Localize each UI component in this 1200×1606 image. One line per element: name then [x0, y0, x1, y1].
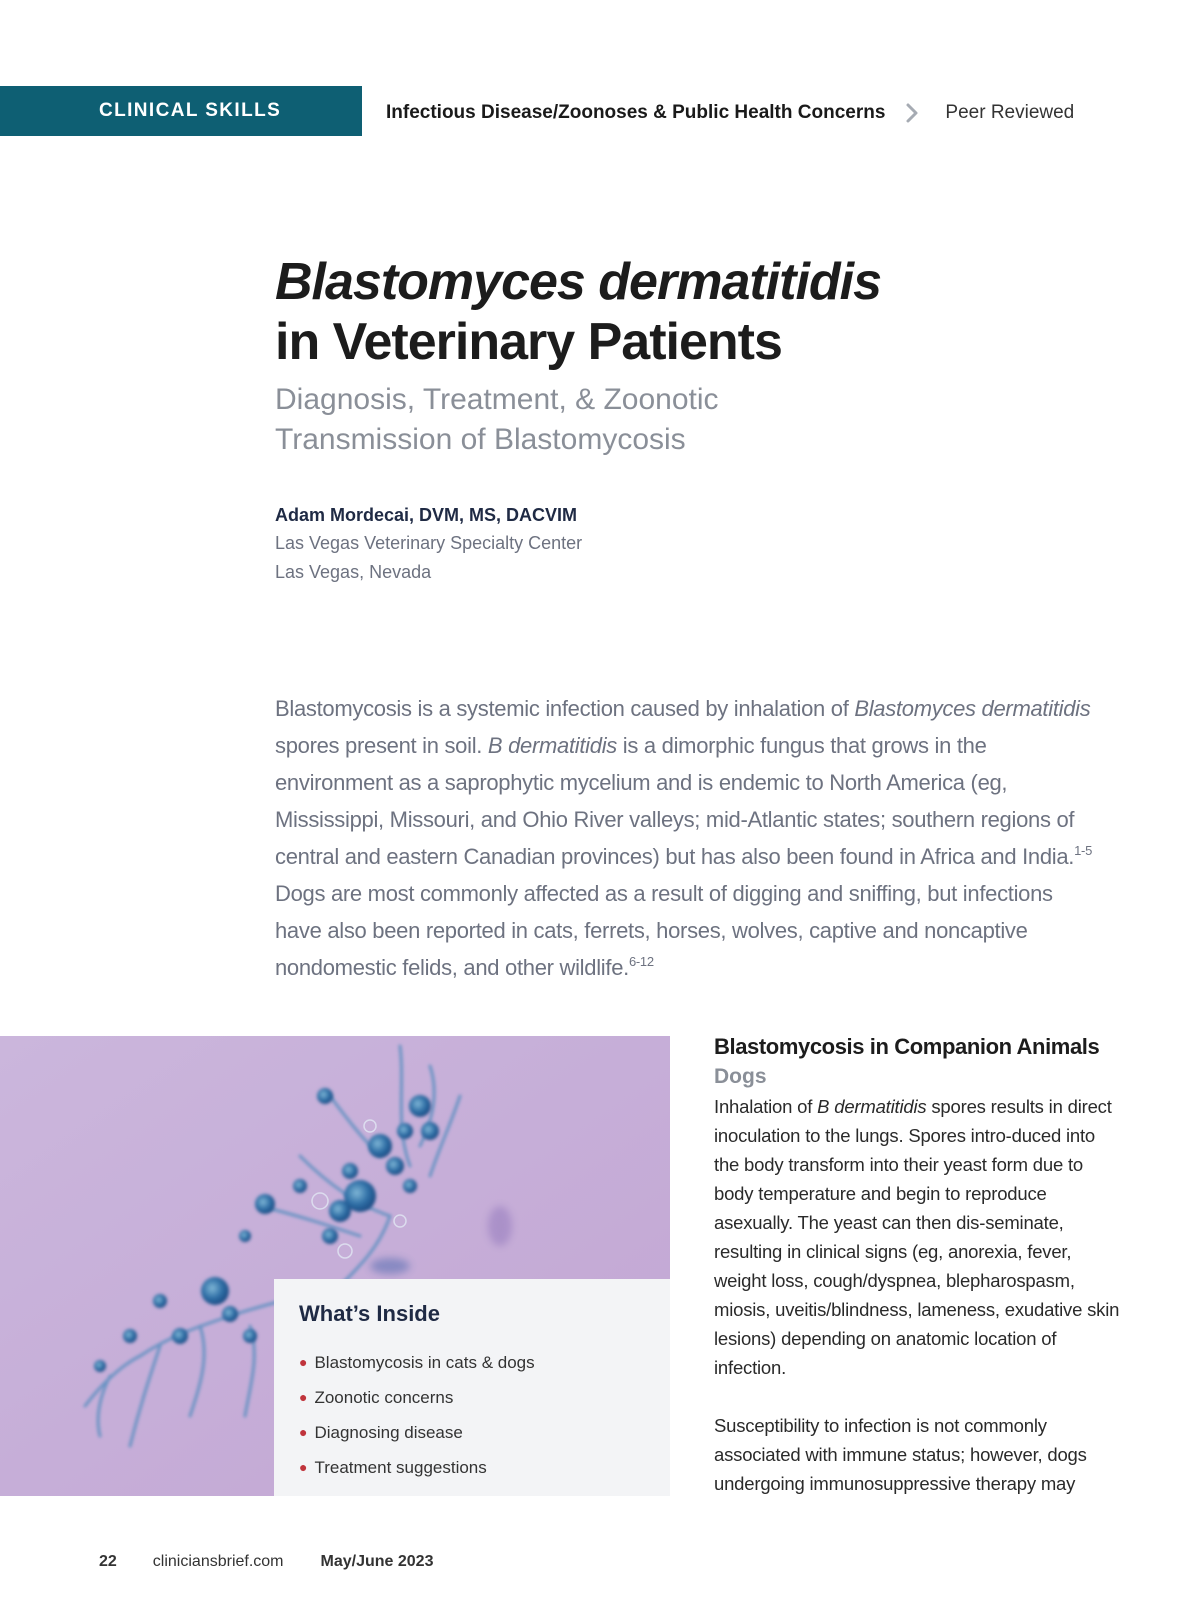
author-block [275, 501, 582, 587]
article-subtitle [275, 380, 1135, 460]
article-title-italic: Blastomyces dermatitidis [275, 253, 882, 311]
bullet-icon: ● [299, 1389, 308, 1405]
intro-paragraph: Blastomycosis is a systemic infection caused by inhalation of Blastomyces dermatitidis spores present in soil. B dermatitidis is a dimorphic fungus that grows in the environment as a saprophytic mycelium and is endemic to North America (eg, Mississippi, Missouri, and Ohio River valleys; mid-Atlantic states; southern regions of central and eastern Canadian provinces) but has also been found in Africa and India.$^{1-5}$ Dogs are most commonly affected as a result of digging and sniffing, but infections have also been reported in cats, ferrets, horses, wolves, captive and noncaptive nondomestic felids, and other wildlife.$^{6-12}$ [275, 696, 1093, 980]
list-item: ● Treatment suggestions [299, 1450, 670, 1485]
whats-inside-box [274, 1279, 670, 1496]
author-location: Las Vegas, Nevada [275, 562, 432, 582]
chevron-right-icon [899, 100, 925, 126]
list-item: ● Diagnosing disease [299, 1415, 670, 1450]
footer-website: cliniciansbrief.com [152, 1553, 284, 1570]
peer-reviewed-label: Peer Reviewed [945, 102, 1075, 123]
whats-inside-title: What’s Inside [299, 1301, 440, 1326]
article-title: in Veterinary Patients [275, 313, 782, 371]
whats-inside-list [299, 1345, 670, 1485]
subtitle-line-1: Diagnosis, Treatment, & Zoonotic [275, 383, 719, 416]
subtitle-line-2: Transmission of Blastomycosis [275, 423, 686, 456]
section-heading: Blastomycosis in Companion Animals [714, 1034, 1100, 1059]
section-subheading: Dogs [714, 1065, 767, 1088]
issue-date: May/June 2023 [320, 1553, 434, 1570]
body-column [714, 1032, 1124, 1498]
reference-superscript: 1-5 [1074, 843, 1093, 858]
breadcrumb [386, 100, 1074, 126]
article-title-block [275, 252, 1135, 460]
bullet-icon: ● [299, 1424, 308, 1440]
reference-superscript: 6-12 [628, 954, 654, 969]
bullet-icon: ● [299, 1354, 308, 1370]
bullet-icon: ● [299, 1459, 308, 1475]
author-name: Adam Mordecai, DVM, MS, DACVIM [275, 505, 578, 525]
author-affiliation: Las Vegas Veterinary Specialty Center [275, 533, 583, 553]
page-footer [99, 1553, 433, 1571]
breadcrumb-category: Infectious Disease/Zoonoses & Public Health Concerns [386, 102, 886, 123]
list-item: ● Zoonotic concerns [299, 1380, 670, 1415]
body-paragraph: Inhalation of B dermatitidis spores results in direct inoculation to the lungs. Spores intro-duced into the body transform into their yeast form due to body temperature and begin to reproduce asexually. The yeast can then dis-seminate, resulting in clinical signs (eg, anorexia, fever, weight loss, cough/dyspnea, blepharospasm, miosis, uveitis/blindness, lameness, exudative skin lesions) depending on anatomic location of infection. [714, 1096, 1120, 1378]
section-banner [0, 86, 362, 136]
body-paragraph: Susceptibility to infection is not commonly associated with immune status; however, dogs undergoing immunosuppressive therapy may [714, 1415, 1087, 1494]
section-label: CLINICAL SKILLS [99, 100, 282, 121]
page-number: 22 [99, 1553, 117, 1570]
list-item: ● Blastomycosis in cats & dogs [299, 1345, 670, 1380]
